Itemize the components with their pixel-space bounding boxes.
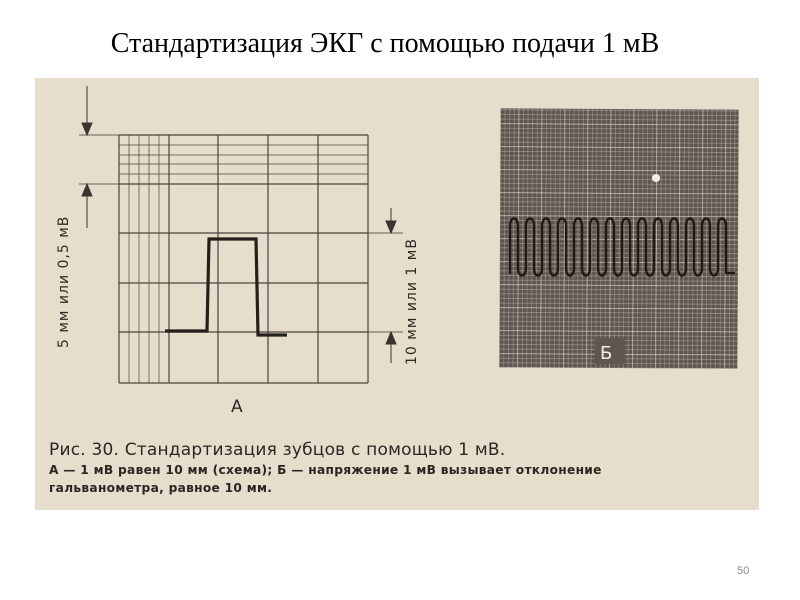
dimension-left xyxy=(79,86,119,228)
caption-title: Рис. 30. Стандартизация зубцов с помощью 1 мВ. xyxy=(49,440,506,460)
panel-b-label: Б xyxy=(600,343,613,364)
page-number: 50 xyxy=(737,565,750,577)
label-left-5mm: 5 мм или 0,5 мВ xyxy=(56,215,72,348)
caption-line-2: гальванометра, равное 10 мм. xyxy=(49,481,273,495)
caption-line-1: А — 1 мВ равен 10 мм (схема); Б — напряжение 1 мВ вызывает отклонение xyxy=(49,463,602,477)
panel-a-grid xyxy=(119,135,368,383)
figure-caption xyxy=(49,440,749,496)
panel-a-label: А xyxy=(231,397,243,417)
bright-spot xyxy=(652,174,660,182)
slide-title: Стандартизация ЭКГ с помощью подачи 1 мВ xyxy=(110,28,660,59)
label-right-10mm: 10 мм или 1 мВ xyxy=(404,238,420,365)
calibration-pulse-a xyxy=(165,239,287,335)
dimension-right xyxy=(368,208,403,363)
panel-b-ecg-paper xyxy=(499,108,738,368)
scanned-figure xyxy=(35,78,759,510)
